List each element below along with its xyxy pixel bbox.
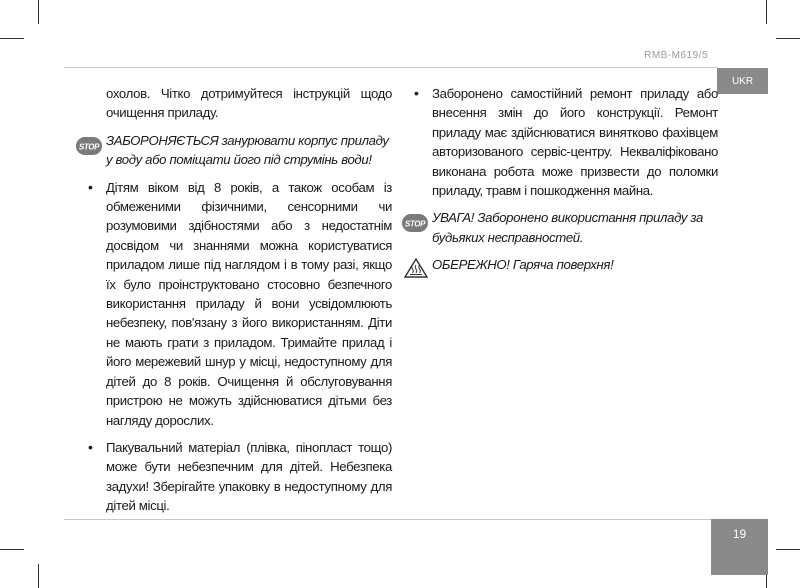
bullet-dot: • <box>88 438 93 455</box>
page-number: 19 <box>711 519 768 575</box>
stop-warning <box>74 131 392 170</box>
left-column <box>74 84 392 516</box>
crop-mark <box>776 549 800 550</box>
bullet-repair <box>400 84 718 200</box>
hot-warning-text: ОБЕРЕЖНО! Гаряча поверхня! <box>432 257 614 273</box>
header-rule <box>64 67 717 68</box>
crop-mark <box>38 564 39 588</box>
stop-sign-icon <box>76 137 102 155</box>
stop-sign-icon <box>402 214 428 232</box>
crop-mark <box>38 0 39 24</box>
intro-paragraph: охолов. Чітко дотримуйтеся інструкцій щодо очищення приладу. <box>106 86 392 121</box>
hot-warning <box>400 255 718 274</box>
crop-mark <box>0 549 24 550</box>
stop-warning-2-text: УВАГА! Заборонено використання приладу за будьяких несправностей. <box>432 210 704 245</box>
bullet-packaging-text: Пакувальний матеріал (плівка, пінопласт тощо) може бути небезпечним для дітей. Небезпека задухи! Зберігайте упаковку в недоступному для дітей місці. <box>106 439 392 514</box>
bullet-children-text: Дітям віком від 8 років, а також особам із обмеженими фізичними, сенсорними чи розумовими здібностями або з недостатнім досвідом чи знаннями можна користуватися приладом лише під наглядом і в тому разі, якщо їх було проінструктовано стосовно безпечного використання приладу й вони усвідомлюють небезпеку, пов'язану з його використанням. Діти не мають грати з приладом. Тримайте прилад і його мережевий шнур у місці, недоступному для дітей до 8 років. Очищення й обслуговування пристрою не можуть здійснюватися дітьми без нагляду дорослих. <box>106 179 392 428</box>
stop-sign-text: STOP <box>78 142 100 152</box>
bullet-repair-text: Заборонено самостійний ремонт приладу або внесення змін до його конструкції. Ремонт приладу має здійснюватися винятково фахівцем авторизованого сервіс-центру. Некваліфіковано виконана робота може призвести до поломки приладу, травм і пошкодження майна. <box>432 86 718 199</box>
hot-surface-icon <box>404 258 428 278</box>
footer-rule <box>64 519 711 520</box>
bullet-dot: • <box>414 85 419 101</box>
crop-mark <box>0 38 24 39</box>
stop-warning-2 <box>400 208 718 247</box>
bullet-children <box>74 178 392 430</box>
crop-mark <box>776 38 800 39</box>
stop-sign-text: STOP <box>404 219 426 229</box>
bullet-dot: • <box>88 178 93 195</box>
stop-warning-text: ЗАБОРОНЯЄТЬСЯ занурювати корпус приладу у воду або поміщати його під струмінь води! <box>106 132 389 168</box>
right-column <box>400 84 718 275</box>
model-number: RMB-M619/5 <box>644 50 708 61</box>
language-tab: UKR <box>717 68 768 94</box>
crop-mark <box>766 0 767 24</box>
bullet-packaging <box>74 438 392 516</box>
